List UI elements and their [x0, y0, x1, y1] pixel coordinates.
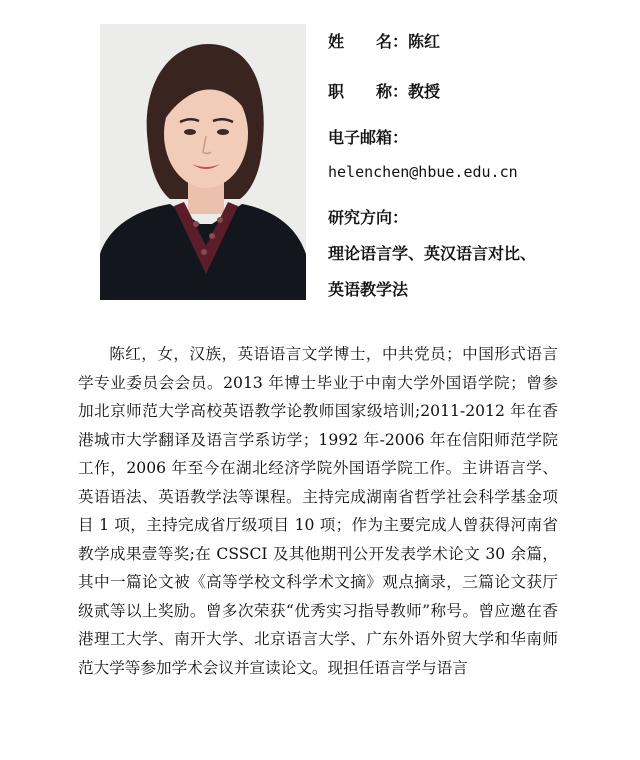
email-value: helenchen@hbue.edu.cn: [328, 163, 518, 181]
biography-paragraph: 陈红，女，汉族，英语语言文学博士，中共党员；中国形式语言学专业委员会会员。2013 年博士毕业于中南大学外国语学院；曾参加北京师范大学高校英语教学论教师国家级培训;2011-2012 年在香港城市大学翻译及语言学系访学；1992 年-2006 年在信阳师范学院工作，2006 年至今在湖北经济学院外国语学院工作。主讲语言学、英语语法、英语教学法等课程。主持完成湖南省哲学社会科学基金项目 1 项，主持完成省厅级项目 10 项；作为主要完成人曾获得河南省教学成果壹等奖;在 CSSCI 及其他期刊公开发表学术论文 30 余篇，其中一篇论文被《高等学校文科学术文摘》观点摘录，三篇论文获厅级贰等以上奖励。曾多次荣获“优秀实习指导教师”称号。曾应邀在香港理工大学、南开大学、北京语言大学、广东外语外贸大学和华南师范大学等参加学术会议并宣读论文。现担任语言学与语言: [78, 345, 558, 677]
name-row: [328, 30, 440, 54]
title-value: 教授: [408, 82, 441, 101]
name-value: 陈红: [408, 32, 441, 51]
profile-photo: [100, 24, 306, 300]
research-line-2: 英语教学法: [328, 280, 409, 299]
name-label-b: 名：: [376, 32, 409, 51]
title-row: [328, 80, 440, 104]
title-label-a: 职: [328, 82, 345, 101]
title-label-b: 称：: [376, 82, 409, 101]
research-label: 研究方向：: [328, 208, 409, 227]
portrait-illustration: [100, 24, 306, 300]
email-label: 电子邮箱：: [328, 128, 409, 147]
research-line-1: 理论语言学、英汉语言对比、: [328, 244, 537, 263]
name-label-a: 姓: [328, 32, 345, 51]
